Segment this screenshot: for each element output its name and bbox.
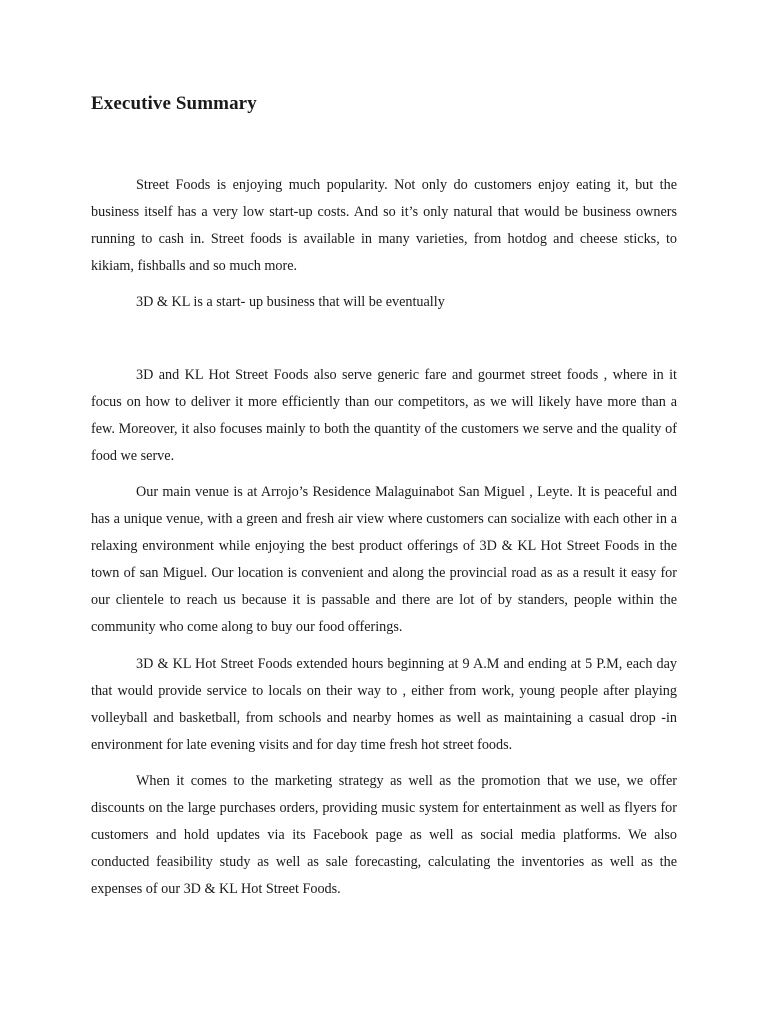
- paragraph-intro: Street Foods is enjoying much popularity. Not only do customers enjoy eating it, but the business itself has a very low start-up costs. And so it’s only natural that would be business owners running to cash in. Street foods is available in many varieties, from hotdog and cheese sticks, to kikiam, fishballs and so much more.: [91, 177, 677, 274]
- page-title: Executive Summary: [91, 93, 257, 114]
- paragraph-hours: 3D & KL Hot Street Foods extended hours beginning at 9 A.M and ending at 5 P.M, each day that would provide service to locals on their way to , either from work, young people after playing volleyball and basketball, from schools and nearby homes as well as maintaining a casual drop -in environment for late evening visits and for day time fresh hot street foods.: [91, 656, 677, 753]
- paragraph-startup: 3D & KL is a start- up business that will be eventually: [136, 294, 445, 310]
- paragraph-marketing: When it comes to the marketing strategy as well as the promotion that we use, we offer discounts on the large purchases orders, providing music system for entertainment as well as flyers for customers and hold updates via its Facebook page as well as social media platforms. We also conducted feasibility study as well as sale forecasting, calculating the inventories as well as the expenses of our 3D & KL Hot Street Foods.: [91, 773, 677, 897]
- paragraph-venue: Our main venue is at Arrojo’s Residence Malaguinabot San Miguel , Leyte. It is peaceful and has a unique venue, with a green and fresh air view where customers can socialize with each other in a relaxing environment while enjoying the best product offerings of 3D & KL Hot Street Foods in the town of san Miguel. Our location is convenient and along the provincial road as as a result it easy for our clientele to reach us because it is passable and there are lot of by standers, people within the community who come along to buy our food offerings.: [91, 484, 677, 635]
- paragraph-offerings: 3D and KL Hot Street Foods also serve generic fare and gourmet street foods , where in it focus on how to deliver it more efficiently than our competitors, as we will likely have more than a few. Moreover, it also focuses mainly to both the quantity of the customers we serve and the quality of food we serve.: [91, 367, 677, 464]
